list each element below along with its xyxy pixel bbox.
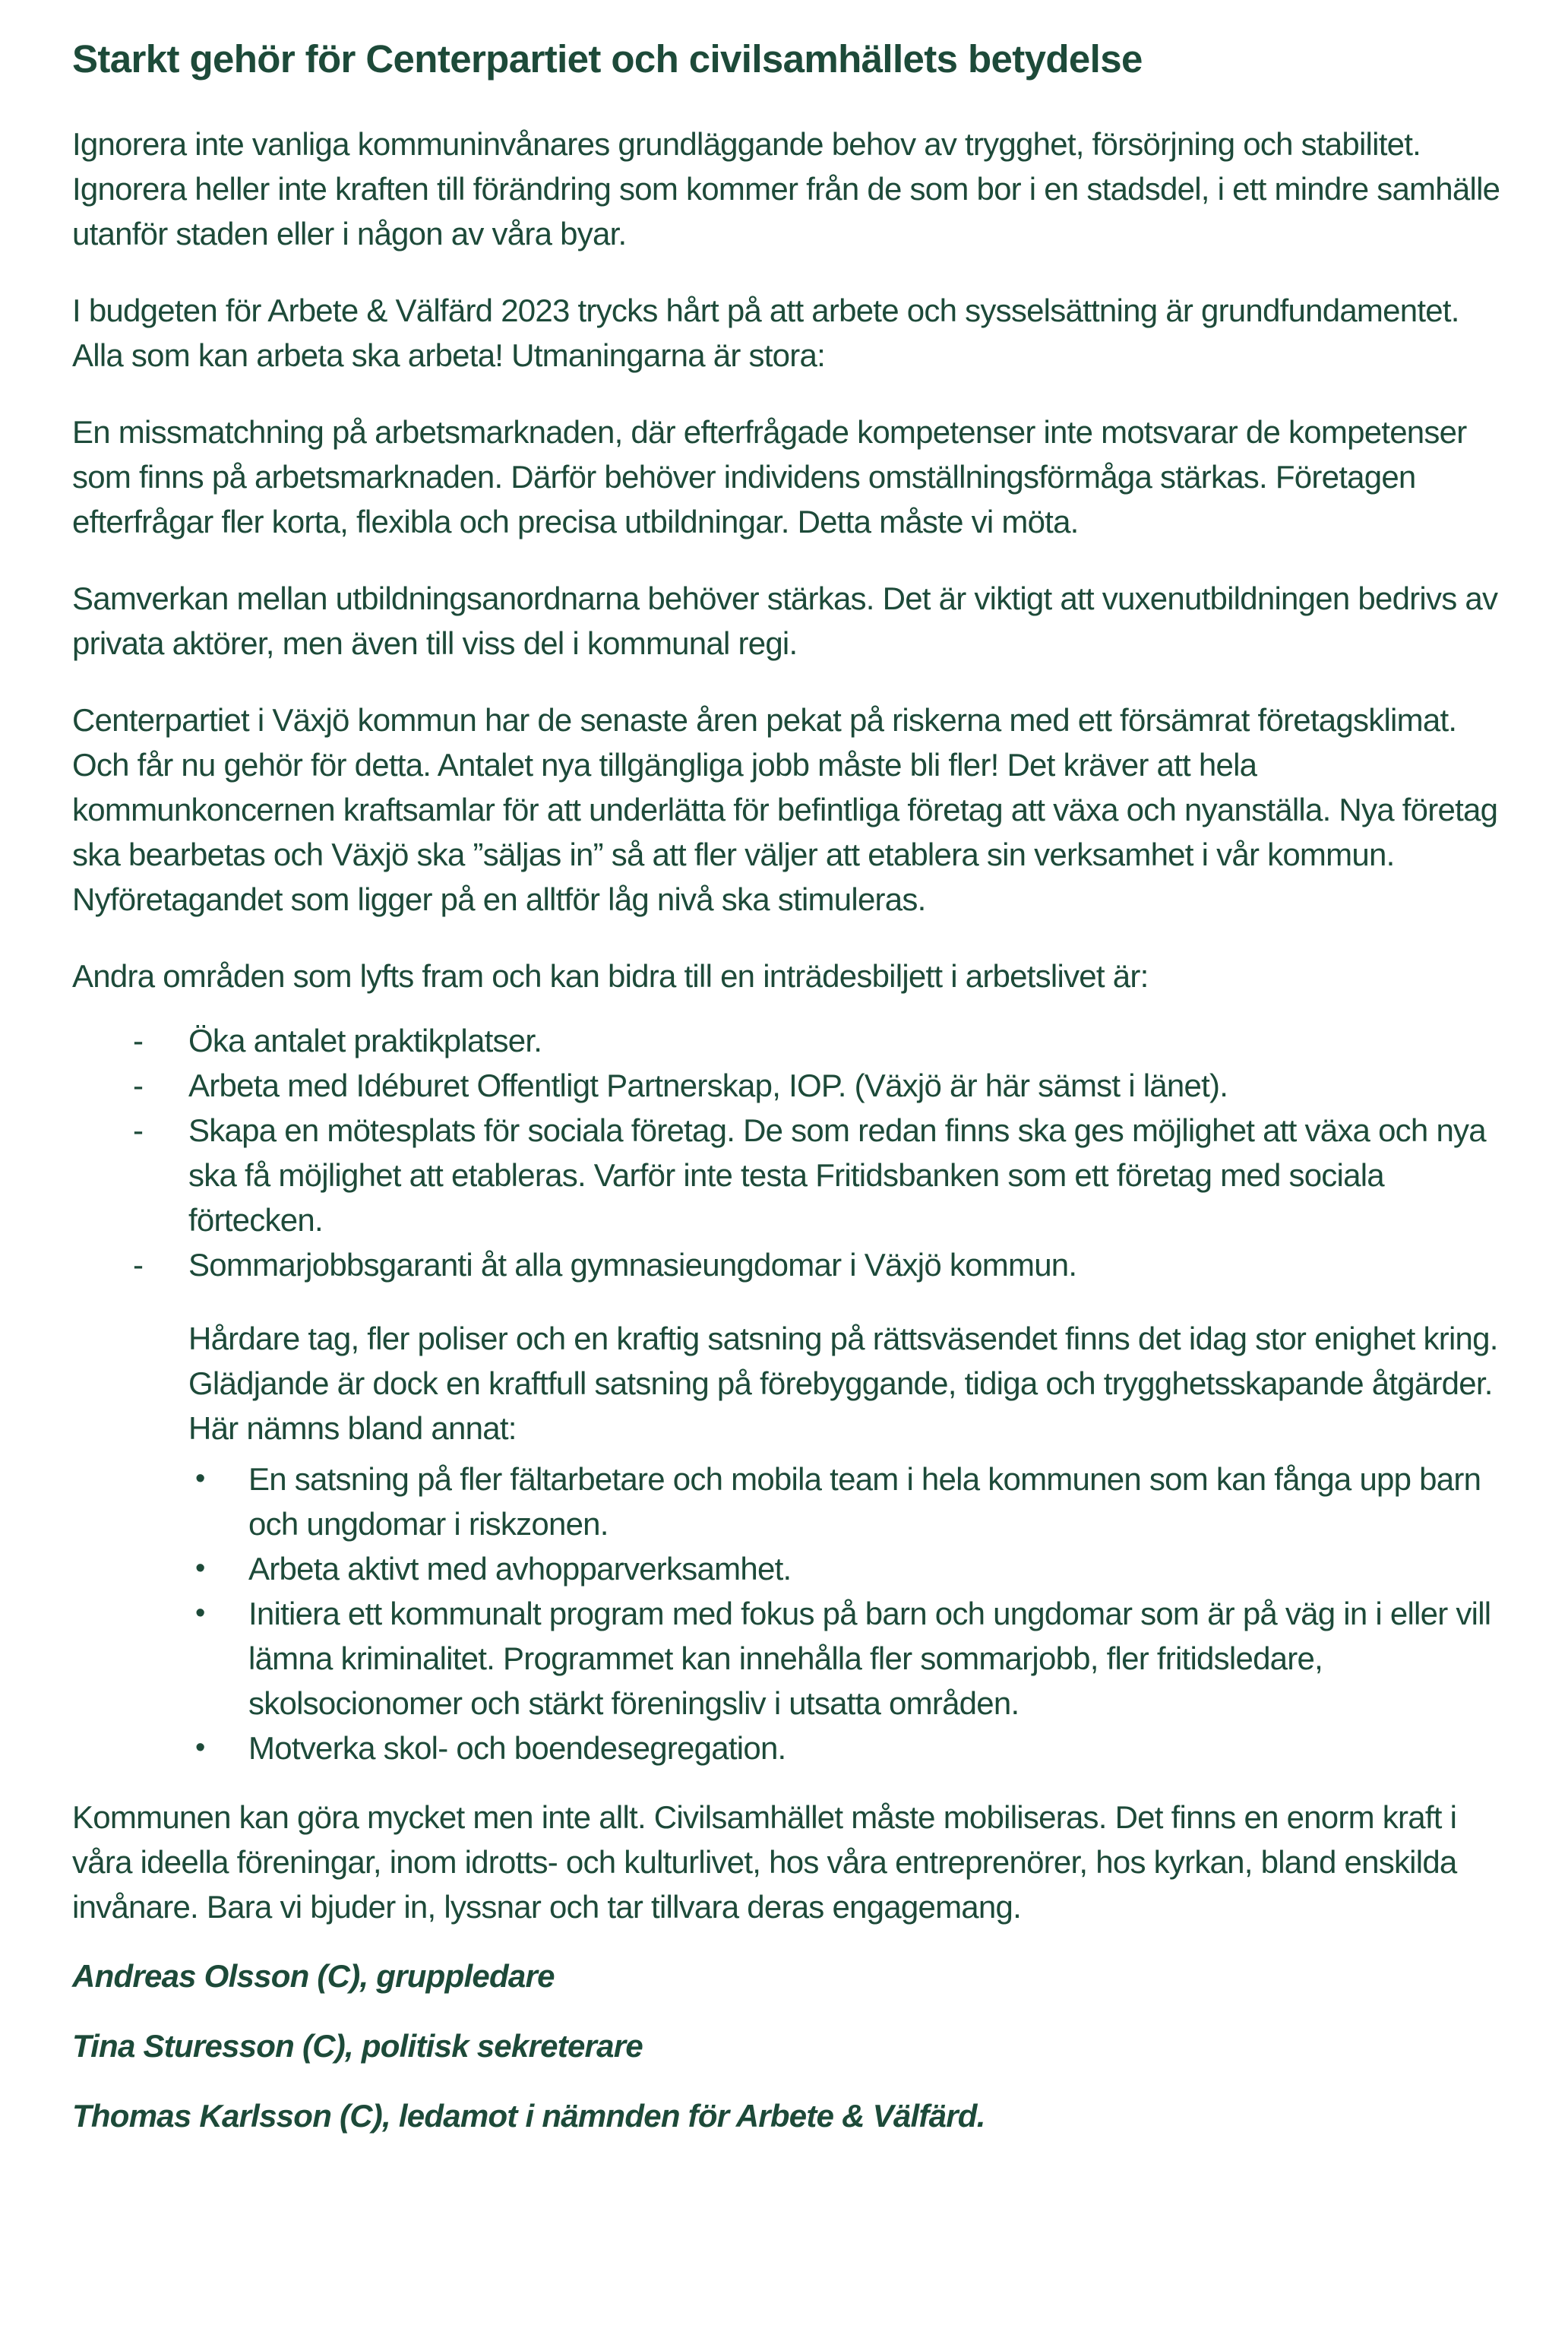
list-item (72, 1242, 1512, 1287)
list-item (72, 1726, 1512, 1770)
bullet-list (72, 1457, 1512, 1770)
bullet-marker: • (195, 1552, 205, 1584)
paragraph-missmatchning: En missmatchning på arbetsmarknaden, där efterfrågade kompetenser inte motsvarar de kompetenser som finns på arbetsmarknaden. Därför behöver individens omställningsförmåga stärkas. Företagen efterfrågar fler korta, flexibla och precisa utbildningar. Detta måste vi möta. (72, 414, 1467, 539)
paragraph-centerpartiet: Centerpartiet i Växjö kommun har de senaste åren pekat på riskerna med ett försämrat företagsklimat. Och får nu gehör för detta. Antalet nya tillgängliga jobb måste bli fler! Det kräver att hela kommunkoncernen kraftsamlar för att underlätta för befintliga företag att växa och nyanställa. Nya företag ska bearbetas och Växjö ska ”säljas in” så att fler väljer att etablera sin verksamhet i vår kommun. Nyföretagandet som ligger på en alltför låg nivå ska stimuleras. (72, 702, 1498, 917)
signature-line: Andreas Olsson (C), gruppledare (72, 1958, 555, 1994)
list-item-text: Initiera ett kommunalt program med fokus på barn och ungdomar som är på väg in i eller vill lämna kriminalitet. Programmet kan innehålla fler sommarjobb, fler fritidsledare, skolsocionomer och stärkt föreningsliv i utsatta områden. (248, 1596, 1491, 1721)
list-item-text: En satsning på fler fältarbetare och mobila team i hela kommunen som kan fånga upp barn och ungdomar i riskzonen. (248, 1461, 1481, 1542)
signature-line: Thomas Karlsson (C), ledamot i nämnden för Arbete & Välfärd. (72, 2098, 985, 2134)
document-title: Starkt gehör för Centerpartiet och civilsamhällets betydelse (72, 37, 1143, 81)
bullet-marker: • (195, 1463, 205, 1495)
closing-paragraph: Kommunen kan göra mycket men inte allt. Civilsamhället måste mobiliseras. Det finns en enorm kraft i våra ideella föreningar, inom idrotts- och kulturlivet, hos våra entreprenörer, hos kyrkan, bland enskilda invånare. Bara vi bjuder in, lyssnar och tar tillvara deras engagemang. (72, 1799, 1457, 1925)
paragraph-intro: Ignorera inte vanliga kommuninvånares grundläggande behov av trygghet, försörjning och stabilitet. Ignorera heller inte kraften till förändring som kommer från de som bor i en stadsdel, i ett mindre samhälle utanför staden eller i någon av våra byar. (72, 126, 1500, 252)
list-item-text: Arbeta med Idéburet Offentligt Partnerskap, IOP. (Växjö är här sämst i länet). (188, 1068, 1228, 1103)
paragraph-samverkan: Samverkan mellan utbildningsanordnarna behöver stärkas. Det är viktigt att vuxenutbildningen bedrivs av privata aktörer, men även till viss del i kommunal regi. (72, 581, 1498, 661)
list-item (72, 1591, 1512, 1726)
indented-paragraph: Hårdare tag, fler poliser och en kraftig satsning på rättsväsendet finns det idag stor enighet kring. Glädjande är dock en kraftfull satsning på förebyggande, tidiga och trygghetsskapande åtgärder. Här nämns bland annat: (188, 1321, 1498, 1446)
list-item-text: Öka antalet praktikplatser. (188, 1023, 542, 1058)
list-item-text: Sommarjobbsgaranti åt alla gymnasieungdomar i Växjö kommun. (188, 1247, 1077, 1283)
list-lead-in: Andra områden som lyfts fram och kan bidra till en inträdesbiljett i arbetslivet är: (72, 958, 1149, 994)
list-item (72, 1108, 1512, 1242)
dash-marker: - (133, 1112, 144, 1148)
list-item (72, 1457, 1512, 1546)
list-item-text: Arbeta aktivt med avhopparverksamhet. (248, 1551, 792, 1587)
list-item-text: Motverka skol- och boendesegregation. (248, 1730, 786, 1766)
dash-marker: - (133, 1247, 144, 1283)
bullet-marker: • (195, 1597, 205, 1629)
bullet-marker: • (195, 1732, 205, 1764)
list-item (72, 1018, 1512, 1063)
list-item (72, 1546, 1512, 1591)
dash-marker: - (133, 1023, 144, 1058)
dash-marker: - (133, 1068, 144, 1103)
signature-line: Tina Sturesson (C), politisk sekreterare (72, 2028, 643, 2064)
dash-list (72, 1018, 1512, 1287)
paragraph-budget: I budgeten för Arbete & Välfärd 2023 trycks hårt på att arbete och sysselsättning är grundfundamentet. Alla som kan arbeta ska arbeta! Utmaningarna är stora: (72, 293, 1459, 373)
list-item (72, 1063, 1512, 1108)
list-item-text: Skapa en mötesplats för sociala företag. De som redan finns ska ges möjlighet att växa och nya ska få möjlighet att etableras. Varför inte testa Fritidsbanken som ett företag med sociala förtecken. (188, 1112, 1486, 1238)
